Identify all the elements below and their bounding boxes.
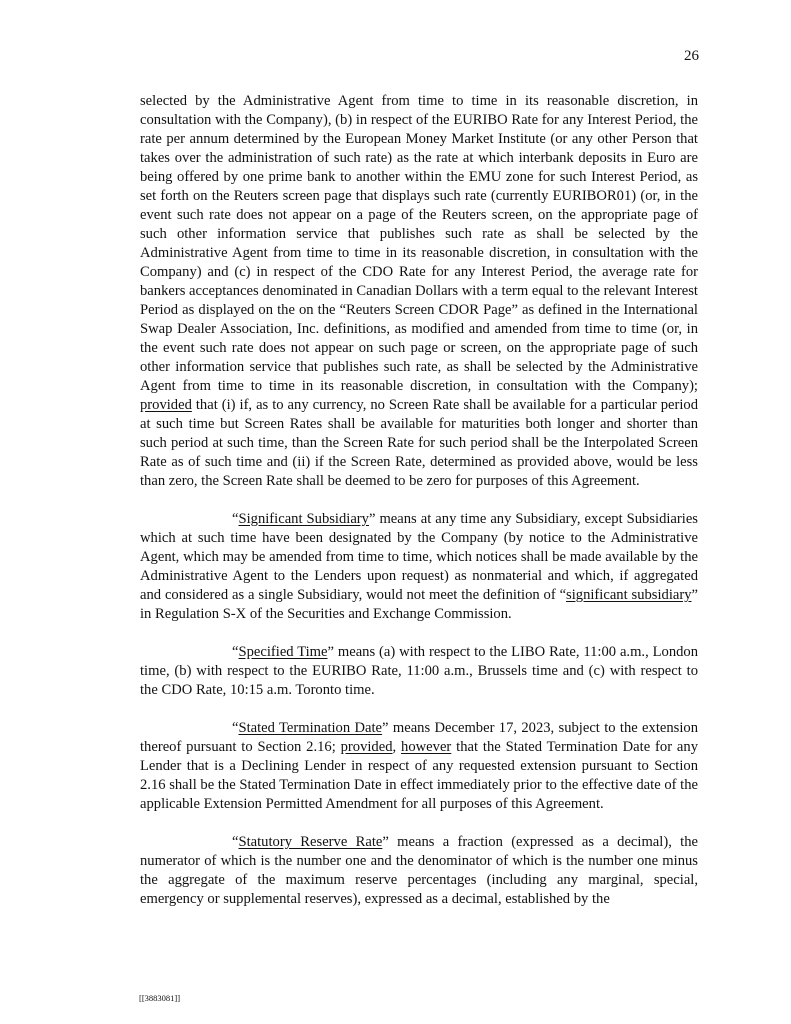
underlined-term-provided: provided bbox=[340, 739, 393, 755]
text: selected by the Administrative Agent from time to time in its reasonable discretion, in consultation with the Company), (b) in respect of the EURIBO Rate for any Interest Period, the rate per annum determined by the European Money Market Institute (or any other Person that takes over the administration of such rate) as the rate at which interbank deposits in Euro are being offered by one prime bank to another within the EMU zone for such Interest Period, as set forth on the Reuters screen page that displays such rate (currently EURIBOR01) (or, in the event such rate does not appear on a page of the Reuters screen, on the appropriate page of such other information service that publishes such rate as shall be selected by the Administrative Agent from time to time in its reasonable discretion, in consultation with the Company) and (c) in respect of the CDO Rate for any Interest Period, the average rate for bankers acceptances denominated in Canadian Dollars with a term equal to the relevant Interest Period as displayed on the on the “Reuters Screen CDOR Page” as defined in the International Swap Dealer Association, Inc. definitions, as modified and amended from time to time (or, in the event such rate does not appear on such page or screen, on the appropriate page of such other information service that publishes such rate, as shall be selected by the Administrative Agent from time to time in its reasonable discretion, in consultation with the Company); bbox=[140, 93, 698, 394]
definition-stated-termination-date bbox=[140, 719, 698, 814]
text: , bbox=[392, 739, 402, 755]
quote: “ bbox=[232, 834, 239, 850]
defined-term: Specified Time bbox=[238, 644, 328, 660]
defined-term: Statutory Reserve Rate bbox=[238, 834, 383, 850]
document-body bbox=[140, 92, 698, 909]
underlined-term-provided: provided bbox=[140, 397, 192, 413]
text: that (i) if, as to any currency, no Screen Rate shall be available for a particular period at such time but Screen Rates shall be available for maturities both longer and shorter than such period at such time, than the Screen Rate for such period shall be the Interpolated Screen Rate as of such time and (ii) if the Screen Rate, determined as provided above, would be less than zero, the Screen Rate shall be deemed to be zero for purposes of this Agreement. bbox=[140, 397, 698, 489]
defined-term: Significant Subsidiary bbox=[238, 511, 369, 527]
document-id-footer: [[3883081]] bbox=[139, 993, 181, 1003]
definition-specified-time bbox=[140, 643, 698, 700]
text: ” means at any time any Subsidiary, except Subsidiaries which at such time have been designated by the Company (by notice to the Administrative Agent, which may be amended from time to time, which notices shall be made available by the Administrative Agent to the Lenders upon request) as nonmaterial and which, if aggregated and considered as a single Subsidiary, would not meet the definition of “ bbox=[140, 511, 698, 603]
text: that the Stated Termination Date for any Lender that is a Declining Lender in respect of any requested extension pursuant to Section 2.16 shall be the Stated Termination Date in effect immediately prior to the effective date of the applicable Extension Permitted Amendment for all purposes of this Agreement. bbox=[140, 739, 699, 812]
text: ” means (a) with respect to the LIBO Rate, 11:00 a.m., London time, (b) with respect to the EURIBO Rate, 11:00 a.m., Brussels time and (c) with respect to the CDO Rate, 10:15 a.m. Toronto time. bbox=[140, 644, 699, 698]
definition-statutory-reserve-rate bbox=[140, 833, 698, 909]
quote: “ bbox=[232, 720, 239, 736]
quote: “ bbox=[232, 511, 239, 527]
text: ” means December 17, 2023, subject to the extension thereof pursuant to Section 2.16; bbox=[140, 720, 698, 755]
defined-term: Stated Termination Date bbox=[238, 720, 383, 736]
text: ” means a fraction (expressed as a decimal), the numerator of which is the number one and the denominator of which is the number one minus the aggregate of the maximum reserve percentages (including any marginal, special, emergency or supplemental reserves), expressed as a decimal, established by the bbox=[140, 834, 698, 907]
quote: “ bbox=[232, 644, 239, 660]
underlined-term-however: however bbox=[401, 739, 452, 755]
definition-significant-subsidiary bbox=[140, 510, 698, 624]
underlined-term: significant subsidiary bbox=[566, 587, 692, 603]
page-number: 26 bbox=[684, 48, 699, 64]
text: ” in Regulation S-X of the Securities and Exchange Commission. bbox=[140, 587, 698, 622]
paragraph-screen-rate-continued bbox=[140, 92, 698, 491]
